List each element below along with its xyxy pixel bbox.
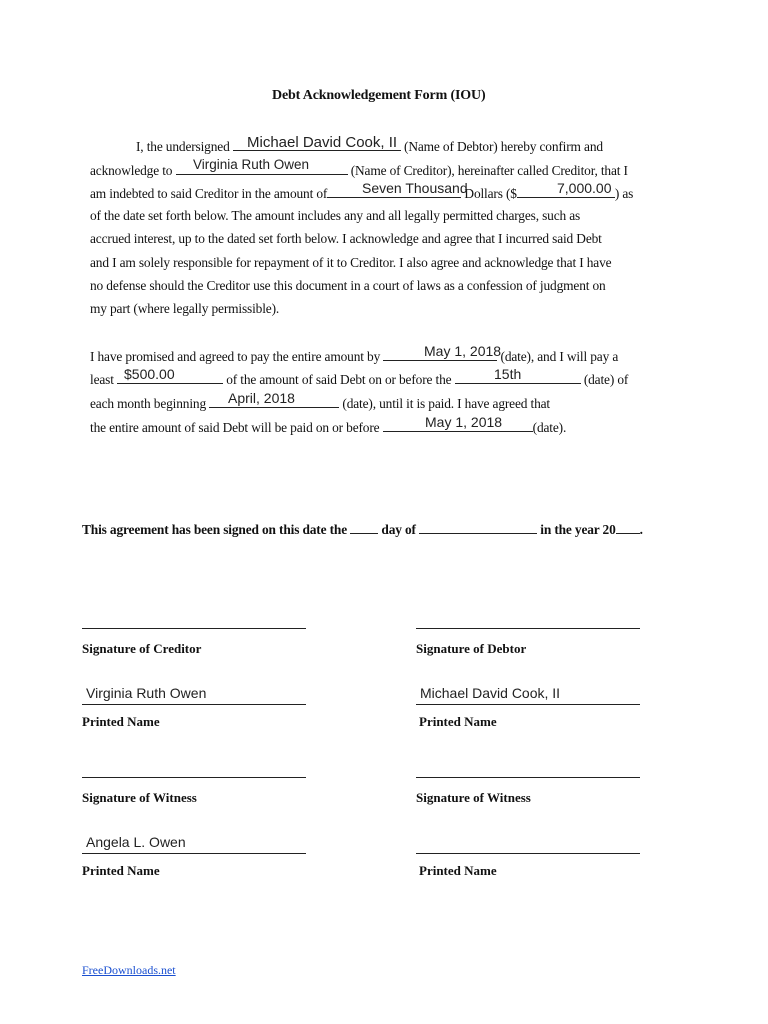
- p1-line1: I, the undersigned (Name of Debtor) hereby confirm and: [136, 139, 603, 154]
- debtor-printed-name-label: Printed Name: [419, 714, 497, 729]
- footer-link[interactable]: FreeDownloads.net: [82, 963, 176, 977]
- p1-line2: acknowledge to (Name of Creditor), hereinafter called Creditor, that I: [90, 163, 628, 178]
- signed-month-blank[interactable]: [419, 521, 537, 534]
- witness1-printed-name-field[interactable]: Angela L. Owen: [86, 834, 186, 850]
- witness2-printed-name-line: [416, 853, 640, 854]
- debtor-printed-name-field[interactable]: Michael David Cook, II: [420, 685, 561, 701]
- p2-line1: I have promised and agreed to pay the entire amount by (date), and I will pay a: [90, 349, 619, 364]
- day-of-month-field[interactable]: 15th: [494, 366, 522, 382]
- p1-line8: my part (where legally permissible).: [90, 301, 280, 316]
- creditor-signature-label: Signature of Creditor: [82, 641, 202, 656]
- creditor-printed-name-line: [82, 704, 306, 705]
- witness1-signature-label: Signature of Witness: [82, 790, 197, 805]
- witness2-printed-name-label: Printed Name: [419, 863, 497, 878]
- debtor-printed-name-line: [416, 704, 640, 705]
- creditor-printed-name-field[interactable]: Virginia Ruth Owen: [86, 685, 207, 701]
- form-title: Debt Acknowledgement Form (IOU): [272, 88, 486, 103]
- debtor-signature-label: Signature of Debtor: [416, 641, 527, 656]
- p2-line4: the entire amount of said Debt will be paid on or before (date).: [90, 420, 567, 435]
- amount-words-field[interactable]: Seven Thousand: [362, 180, 468, 196]
- p1-line3: am indebted to said Creditor in the amount of Dollars ($ ) as: [90, 186, 634, 201]
- final-date-field[interactable]: May 1, 2018: [425, 414, 503, 430]
- witness1-signature-line[interactable]: [82, 777, 306, 778]
- signed-date-line: This agreement has been signed on this date the day of in the year 20 .: [82, 522, 643, 537]
- creditor-name-field[interactable]: Virginia Ruth Owen: [193, 157, 310, 172]
- creditor-signature-line[interactable]: [82, 628, 306, 629]
- creditor-printed-name-label: Printed Name: [82, 714, 160, 729]
- p1-line4: of the date set forth below. The amount includes any and all legally permitted charges, such as: [90, 208, 581, 223]
- p2-line2: least of the amount of said Debt on or before the (date) of: [90, 372, 629, 387]
- begin-month-field[interactable]: April, 2018: [228, 390, 295, 406]
- debtor-signature-line[interactable]: [416, 628, 640, 629]
- min-payment-field[interactable]: $500.00: [124, 366, 175, 382]
- witness1-printed-name-label: Printed Name: [82, 863, 160, 878]
- witness2-signature-line[interactable]: [416, 777, 640, 778]
- p1-line7: no defense should the Creditor use this document in a court of laws as a confession of judgment on: [90, 278, 606, 293]
- signed-year-blank[interactable]: [616, 521, 640, 534]
- p2-line3: each month beginning (date), until it is paid. I have agreed that: [90, 396, 550, 411]
- p1-line5: accrued interest, up to the dated set forth below. I acknowledge and agree that I incurred said Debt: [90, 231, 602, 246]
- p1-line6: and I am solely responsible for repayment of it to Creditor. I also agree and acknowledge that I have: [90, 255, 612, 270]
- witness1-printed-name-line: [82, 853, 306, 854]
- debtor-name-field[interactable]: Michael David Cook, II: [247, 134, 398, 151]
- witness2-signature-label: Signature of Witness: [416, 790, 531, 805]
- amount-number-field[interactable]: 7,000.00: [557, 180, 612, 196]
- signed-day-blank[interactable]: [350, 521, 378, 534]
- pay-by-date-field[interactable]: May 1, 2018: [424, 343, 502, 359]
